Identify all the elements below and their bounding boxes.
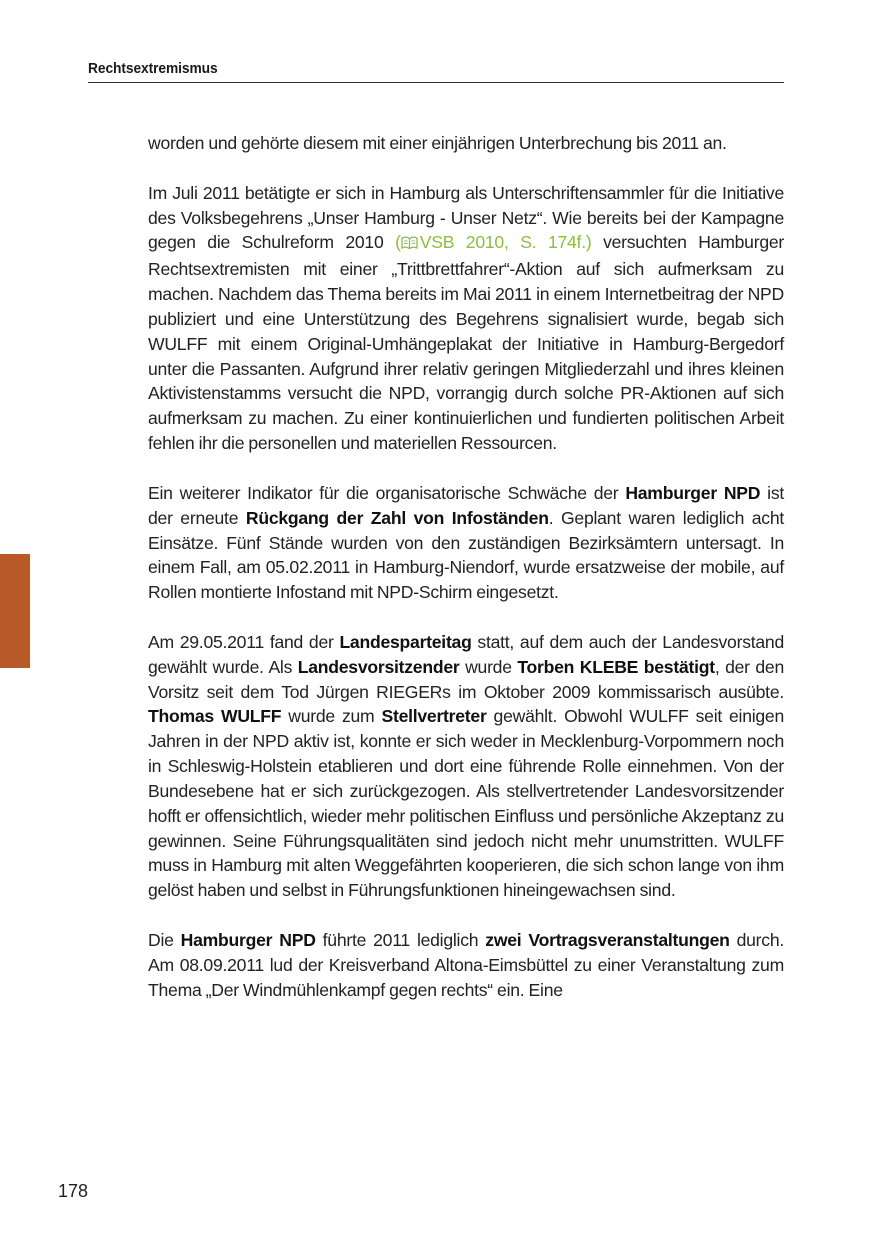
text-run: wurde zum [281,706,382,727]
reference-link[interactable] [395,232,591,252]
text-run: ist der erneute [148,482,784,528]
bold-run: Landesparteitag [339,631,472,652]
paragraph-2 [148,181,784,456]
bold-run: zwei Vortragsveranstaltungen [485,930,730,950]
bold-run: Hamburger NPD [180,930,316,950]
text-run: Am 29.05.2011 fand der [148,631,340,652]
bold-run: Hamburger NPD [625,482,761,503]
text-run: führte 2011 lediglich [315,930,486,950]
bold-run: Stellvertreter [381,706,487,727]
bold-run: Rückgang der Zahl von Infoständen [245,507,549,528]
page-number: 178 [58,1181,89,1201]
paragraph-3 [148,481,784,605]
text-run: , der den Vorsitz seit dem Tod Jürgen RIEGERs im Oktober 2009 kommissarisch ausübte. [148,656,784,702]
reference-text: VSB 2010, S. 174f.) [419,232,592,253]
text-run: . Geplant waren lediglich acht Einsätze. Fünf Stände wurden von den zuständigen Bezirksämtern untersagt. In einem Fall, am 05.02.2011 in Hamburg-Niendorf, wurde ersatzweise der mobile, auf Rollen montierte Infostand mit NPD-Schirm eingesetzt. [148,507,784,603]
running-header: Rechtsextremismus [88,60,218,77]
paragraph-4 [148,630,784,903]
header-rule [88,82,784,83]
book-icon [401,232,418,257]
reference-paren: ( [395,232,401,253]
text-run: gewählt. Obwohl WULFF seit einigen Jahren in der NPD aktiv ist, konnte er sich weder in Mecklenburg-Vorpommern noch in Schleswig-Holstein etablieren und dort eine führende Rolle einnehmen. Von der Bundesebene hat er sich zurückgezogen. Als stellvertretender Landesvorsitzender hofft er offensichtlich, wieder mehr politischen Einfluss und persönliche Akzeptanz zu gewinnen. Seine Führungsqualitäten sind jedoch nicht mehr unumstritten. WULFF muss in Hamburg mit alten Weggefährten kooperieren, die sich schon lange von ihm gelöst haben und selbst in Führungsfunktionen hineingewachsen sind. [148,706,784,901]
bold-run: Torben KLEBE bestätigt [517,656,715,677]
chapter-tab-marker [0,554,30,668]
paragraph-5 [148,928,784,1003]
text-run: worden und gehörte diesem mit einer einjährigen Unterbrechung bis 2011 an. [148,133,727,153]
text-run: wurde [459,656,518,677]
paragraph-1 [148,131,784,156]
body-text [148,131,784,1027]
bold-run: Thomas WULFF [148,706,282,727]
text-run: Die [148,930,181,950]
text-run: versuchten Hamburger Rechtsextremisten mit einer „Trittbrettfahrer“-Aktion auf sich aufmerksam zu machen. Nachdem das Thema bereits im Mai 2011 in einem Internetbeitrag der NPD publiziert und eine Unterstützung des Begehrens signalisiert wurde, begab sich WULFF mit einem Original-Umhängeplakat der Initiative in Hamburg-Bergedorf unter die Passanten. Aufgrund ihrer relativ geringen Mitgliederzahl und ihres kleinen Aktivistenstamms versucht die NPD, vorrangig durch solche PR-Aktionen auf sich aufmerksam zu machen. Zu einer kontinuierlichen und fundierten politischen Arbeit fehlen ihr die personellen und materiellen Ressourcen. [148,232,785,454]
bold-run: Landesvorsitzender [297,656,460,677]
text-run: Im Juli 2011 betätigte er sich in Hamburg als Unterschriftensammler für die Initiative des Volksbegehrens „Unser Hamburg - Unser Netz“. Wie bereits bei der Kampagne gegen die Schulreform 2010 [148,182,784,253]
text-run: Ein weiterer Indikator für die organisatorische Schwäche der [148,482,626,503]
text-run: durch. Am 08.09.2011 lud der Kreisverband Altona-Eimsbüttel zu einer Veranstaltung zum Thema „Der Windmühlenkampf gegen rechts“ ein. Eine [148,930,785,1000]
text-run: statt, auf dem auch der Landesvorstand gewählt wurde. Als [148,631,784,677]
